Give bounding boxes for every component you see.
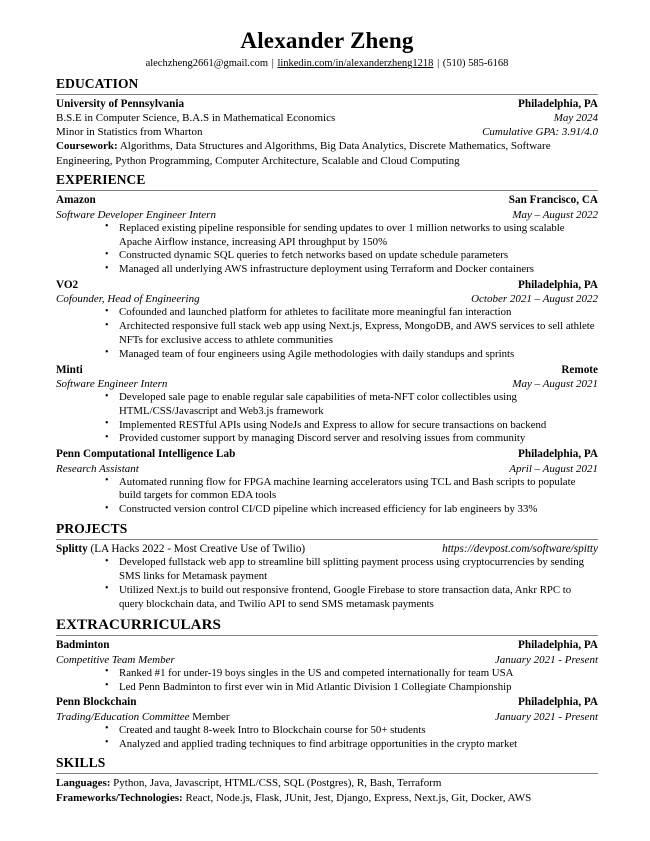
- bullet-item: • Utilized Next.js to build out responsive frontend, Google Firebase to store transaction data, Ankr RPC to query blockchain data, and Twilio API to send SMS metamask payments: [105, 584, 598, 612]
- experience-bullet-list: [56, 391, 598, 446]
- bullet-item: • Constructed version control CI/CD pipeline which increased efficiency for lab engineers by 33%: [105, 503, 598, 517]
- education-grad-date: May 2024: [553, 112, 598, 125]
- bullet-item: • Automated running flow for FPGA machine learning accelerators using TCL and Bash scripts to populate build targets for common EDA tools: [105, 476, 598, 504]
- education-coursework: [56, 139, 598, 168]
- experience-role: Cofounder, Head of Engineering: [56, 293, 200, 306]
- contact-line: [56, 58, 598, 71]
- skills-frameworks-text: React, Node.js, Flask, JUnit, Jest, Django, Express, Next.js, Git, Docker, AWS: [182, 791, 532, 804]
- experience-location: Philadelphia, PA: [518, 448, 598, 461]
- experience-bullet-list: [56, 476, 598, 517]
- section-rule-experience: [56, 190, 598, 191]
- bullet-item: • Managed team of four engineers using Agile methodologies with daily standups and sprints: [105, 348, 598, 362]
- experience-entry: [56, 278, 598, 362]
- experience-role-row: [56, 377, 598, 391]
- contact-separator-1: |: [271, 58, 274, 70]
- extracurricular-entry-header: [56, 695, 598, 709]
- experience-dates: October 2021 – August 2022: [471, 293, 598, 306]
- bullet-item: • Architected responsive full stack web app using Next.js, Express, MongoDB, and AWS services to sell athlete NFTs for exclusive access to athlete communities: [105, 320, 598, 348]
- project-detail: (LA Hacks 2022 - Most Creative Use of Twilio): [87, 542, 306, 555]
- section-heading-experience: EXPERIENCE: [56, 172, 146, 188]
- extracurricular-role-row: [56, 710, 598, 724]
- experience-entry: [56, 193, 598, 277]
- project-entry-header: [56, 542, 598, 556]
- experience-location: Remote: [561, 363, 598, 376]
- extracurricular-dates: January 2021 - Present: [494, 710, 598, 723]
- bullet-item: • Developed fullstack web app to streamline bill splitting payment process using cryptocurrencies by sending SMS links for Metamask payment: [105, 556, 598, 584]
- skills-frameworks-label: Frameworks/Technologies:: [56, 791, 183, 804]
- extracurricular-role-plain: Member: [189, 710, 230, 723]
- section-heading-skills: SKILLS: [56, 755, 106, 771]
- experience-org: Minti: [56, 363, 83, 376]
- experience-dates: May – August 2022: [512, 208, 598, 221]
- linkedin-link[interactable]: linkedin.com/in/alexanderzheng1218: [277, 58, 434, 70]
- experience-entry-header: [56, 278, 598, 292]
- experience-entry: [56, 447, 598, 517]
- project-title: [56, 542, 305, 556]
- education-minor: Minor in Statistics from Wharton: [56, 126, 203, 139]
- extracurricular-role-italic: Trading/Education Committee: [56, 710, 190, 723]
- email-text: alechzheng2661@gmail.com: [145, 58, 269, 70]
- contact-separator-2: |: [437, 58, 440, 70]
- skills-languages-text: Python, Java, Javascript, HTML/CSS, SQL (Postgres), R, Bash, Terraform: [110, 777, 442, 790]
- education-location: Philadelphia, PA: [518, 97, 598, 110]
- education-degree-row: [56, 111, 598, 125]
- education-school: University of Pennsylvania: [56, 97, 185, 110]
- extracurricular-entry-list: [56, 638, 598, 751]
- extracurricular-bullet-list: [56, 724, 598, 752]
- experience-entry-header: [56, 193, 598, 207]
- coursework-text: Algorithms, Data Structures and Algorithms, Big Data Analytics, Discrete Mathematics, Software Engineering, Python Programming, Computer Architecture, Scalable and Cloud Computing: [56, 140, 551, 167]
- section-rule-projects: [56, 539, 598, 540]
- experience-entry-list: [56, 193, 598, 517]
- phone-text: (510) 585-6168: [442, 58, 509, 70]
- experience-bullet-list: [56, 222, 598, 277]
- bullet-item: • Managed all underlying AWS infrastructure deployment using Terraform and Docker containers: [105, 263, 598, 277]
- experience-org: VO2: [56, 278, 79, 291]
- extracurricular-bullet-list: [56, 667, 598, 695]
- extracurricular-role-italic: Competitive Team Member: [56, 653, 175, 666]
- section-rule-education: [56, 94, 598, 95]
- extracurricular-role: [56, 710, 230, 724]
- section-heading-extracurriculars: EXTRACURRICULARS: [56, 616, 221, 633]
- extracurricular-org: Penn Blockchain: [56, 696, 137, 709]
- project-entry: [56, 542, 598, 612]
- experience-org: Penn Computational Intelligence Lab: [56, 448, 236, 461]
- project-url[interactable]: https://devpost.com/software/spitty: [442, 542, 598, 555]
- bullet-item: • Developed sale page to enable regular sale capabilities of meta-NFT color collectibles using HTML/CSS/Javascript and Web3.js framework: [105, 391, 598, 419]
- extracurricular-dates: January 2021 - Present: [494, 653, 598, 666]
- experience-entry-header: [56, 447, 598, 461]
- skills-languages-line: [56, 776, 598, 791]
- bullet-item: • Provided customer support by managing Discord server and resolving issues from community: [105, 432, 598, 446]
- experience-entry-header: [56, 363, 598, 377]
- extracurricular-org: Badminton: [56, 639, 110, 652]
- education-entry-header: [56, 97, 598, 111]
- bullet-item: • Cofounded and launched platform for athletes to facilitate more meaningful fan interaction: [105, 306, 598, 320]
- section-heading-projects: PROJECTS: [56, 521, 128, 537]
- section-rule-skills: [56, 773, 598, 774]
- experience-entry: [56, 363, 598, 447]
- section-heading-education: EDUCATION: [56, 76, 139, 92]
- experience-role: Research Assistant: [56, 462, 139, 475]
- bullet-item: • Constructed dynamic SQL queries to fetch networks based on update schedule parameters: [105, 249, 598, 263]
- education-gpa: Cumulative GPA: 3.91/4.0: [482, 126, 598, 139]
- skills-languages-label: Languages:: [56, 777, 111, 790]
- project-name: Splitty: [56, 542, 88, 555]
- extracurricular-role: [56, 653, 175, 667]
- experience-location: Philadelphia, PA: [518, 278, 598, 291]
- extracurricular-entry: [56, 695, 598, 751]
- skills-frameworks-line: [56, 791, 598, 806]
- bullet-item: • Led Penn Badminton to first ever win in Mid Atlantic Division 1 Collegiate Championship: [105, 681, 598, 695]
- education-degree: B.S.E in Computer Science, B.A.S in Mathematical Economics: [56, 112, 336, 125]
- experience-role-row: [56, 462, 598, 476]
- bullet-item: • Ranked #1 for under-19 boys singles in the US and competed internationally for team USA: [105, 667, 598, 681]
- extracurricular-role-row: [56, 653, 598, 667]
- experience-role-row: [56, 208, 598, 222]
- candidate-name: Alexander Zheng: [240, 28, 414, 53]
- experience-role: Software Developer Engineer Intern: [56, 208, 216, 221]
- bullet-item: • Created and taught 8-week Intro to Blockchain course for 50+ students: [105, 724, 598, 738]
- experience-dates: May – August 2021: [512, 377, 598, 390]
- coursework-label: Coursework:: [56, 140, 118, 153]
- project-bullet-list: [56, 556, 598, 611]
- experience-dates: April – August 2021: [509, 462, 598, 475]
- experience-org: Amazon: [56, 194, 96, 207]
- extracurricular-location: Philadelphia, PA: [518, 696, 598, 709]
- experience-role-row: [56, 292, 598, 306]
- experience-bullet-list: [56, 306, 598, 361]
- experience-location: San Francisco, CA: [508, 194, 598, 207]
- extracurricular-location: Philadelphia, PA: [518, 639, 598, 652]
- education-minor-row: [56, 125, 598, 139]
- bullet-item: • Analyzed and applied trading techniques to find arbitrage opportunities in the crypto market: [105, 738, 598, 752]
- experience-role: Software Engineer Intern: [56, 377, 168, 390]
- extracurricular-entry: [56, 638, 598, 694]
- bullet-item: • Implemented RESTful APIs using NodeJs and Express to allow for secure transactions on backend: [105, 419, 598, 433]
- section-rule-extracurriculars: [56, 635, 598, 636]
- extracurricular-entry-header: [56, 638, 598, 652]
- bullet-item: • Replaced existing pipeline responsible for sending updates to over 1 million networks to using scalable Apache Airflow instance, increasing API throughput by 150%: [105, 222, 598, 250]
